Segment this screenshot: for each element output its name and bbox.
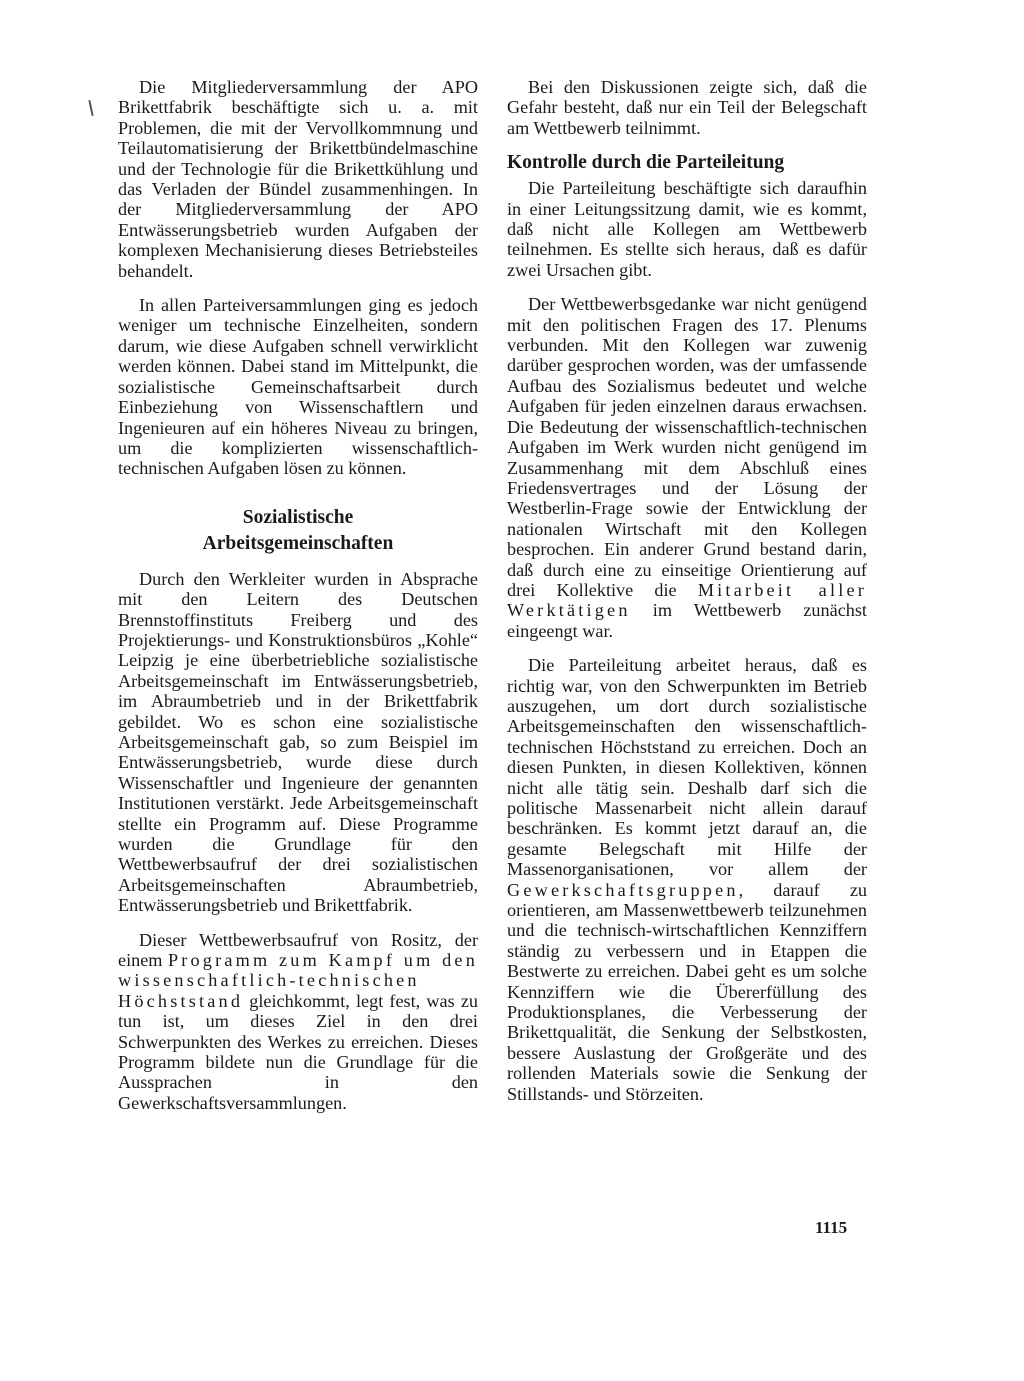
text-run: im Wettbewerb zunächst eingeengt war. bbox=[507, 600, 867, 641]
right-column bbox=[507, 77, 867, 1104]
section-heading: Kontrolle durch die Parteileitung bbox=[507, 152, 785, 174]
paragraph bbox=[507, 294, 867, 641]
spaced-emphasis: Mitarbeit aller Werktätigen bbox=[507, 579, 867, 621]
paragraph bbox=[507, 655, 867, 1104]
text-run: , darauf zu orientieren, am Massenwettbewerb teilzunehmen und die technisch-wirtschaftlichen Kennziffern ständig zu verbessern und in Etappen die Bestwerte zu erreichen. Dabei geht es um solche Kennziffern wie die Übererfüllung des Produktionsplanes, die Verbesserung der Brikettqualität, die Senkung der Selbstkosten, bessere Auslastung der Großgeräte und des rollenden Materials sowie die Senkung der Stillstands- und Störzeiten. bbox=[507, 879, 867, 1104]
left-column bbox=[118, 77, 478, 1113]
section-heading bbox=[118, 505, 478, 557]
text-run: gleichkommt, legt fest, was zu tun ist, um dieses Ziel in den drei Schwerpunkten des Werkes zu erreichen. Dieses Programm bildete nun die Grundlage für die Aussprachen in den Gewerkschaftsversammlungen. bbox=[118, 990, 478, 1113]
text-run: Der Wettbewerbsgedanke war nicht genügend mit den politischen Fragen des 17. Plenums verbunden. Mit den Kollegen war zuwenig darüber gesprochen worden, was der umfassende Aufbau des Sozialismus bedeutet und welche Aufgaben für jeden einzelnen daraus erwachsen. Die Bedeutung der wissenschaftlich-technischen Aufgaben im Werk wurden nicht genügend im Zusammenhang mit dem Abschluß eines Friedensvertrages und der Lösung der Westberlin-Frage sowie der Entwicklung der nationalen Wirtschaft mit den Kollegen besprochen. Ein anderer Grund bestand darin, daß durch eine zu einseitige Orientierung auf drei Kollektive die bbox=[507, 294, 867, 600]
paragraph: In allen Parteiversammlungen ging es jedoch weniger um technische Einzelheiten, sondern darum, wie diese Aufgaben schnell verwirklicht werden können. Dabei stand im Mittelpunkt, die sozialistische Gemeinschaftsarbeit durch Einbeziehung von Wissenschaftlern und Ingenieuren auf ein höheres Niveau zu bringen, um die komplizierten wissenschaftlich-technischen Aufgaben lösen zu können. bbox=[118, 295, 478, 479]
margin-mark bbox=[88, 100, 93, 116]
spaced-emphasis: Gewerkschaftsgruppen bbox=[507, 879, 739, 900]
paragraph: Die Parteileitung beschäftigte sich daraufhin in einer Leitungssitzung damit, wie es kommt, daß nicht alle Kollegen am Wettbewerb teilnehmen. Es stellte sich heraus, daß es dafür zwei Ursachen gibt. bbox=[507, 178, 867, 280]
paragraph: Die Mitgliederversammlung der APO Brikettfabrik beschäftigte sich u. a. mit Problemen, die mit der Vervollkommnung und Teilautomatisierung der Brikettbündelmaschine und der Technologie für die Brikettkühlung und das Verladen der Bündel zusammenhingen. In der Mitgliederversammlung der APO Entwässerungsbetrieb wurden Aufgaben der komplexen Mechanisierung dieses Betriebsteiles behandelt. bbox=[118, 77, 478, 281]
spaced-emphasis: Programm zum Kampf um den wissenschaftlich-technischen Höchststand bbox=[118, 950, 478, 1011]
page-number: 1115 bbox=[815, 1218, 848, 1237]
paragraph bbox=[118, 930, 478, 1114]
text-run: Die Parteileitung arbeitet heraus, daß es richtig war, von den Schwerpunkten im Betrieb auszugehen, um dort durch sozialistische Arbeitsgemeinschaften den wissenschaftlich-technischen Höchststand zu erreichen. Doch an diesen Punkten, in diesen Kollektiven, können nicht alle tätig sein. Deshalb darf sich die politische Massenarbeit nicht allein darauf beschränken. Es kommt jetzt darauf an, die gesamte Belegschaft mit Hilfe der Massenorganisationen, vor allem der bbox=[507, 655, 867, 880]
text-run: Dieser Wettbewerbsaufruf von Rositz, der einem bbox=[118, 929, 478, 971]
paragraph: Bei den Diskussionen zeigte sich, daß die Gefahr besteht, daß nur ein Teil der Belegschaft am Wettbewerb teilnimmt. bbox=[507, 77, 867, 138]
section-heading-line: Sozialistische bbox=[242, 506, 354, 528]
section-heading-line: Arbeitsgemeinschaften bbox=[202, 532, 394, 554]
paragraph: Durch den Werkleiter wurden in Absprache mit den Leitern des Deutschen Brennstoffinstituts Freiberg und des Projektierungs- und Konstruktionsbüros „Kohle“ Leipzig je eine überbetriebliche sozialistische Arbeitsgemeinschaft im Entwässerungsbetrieb, im Abraumbetrieb und in der Brikettfabrik gebildet. Wo es schon eine sozialistische Arbeitsgemeinschaft gab, so zum Beispiel im Entwässerungsbetrieb, wurde diese durch Wissenschaftler und Ingenieure der genannten Institutionen verstärkt. Jede Arbeitsgemeinschaft stellte ein Programm auf. Diese Programme wurden die Grundlage für den Wettbewerbsaufruf der drei sozialistischen Arbeitsgemeinschaften Abraumbetrieb, Entwässerungsbetrieb und Brikettfabrik. bbox=[118, 568, 478, 916]
